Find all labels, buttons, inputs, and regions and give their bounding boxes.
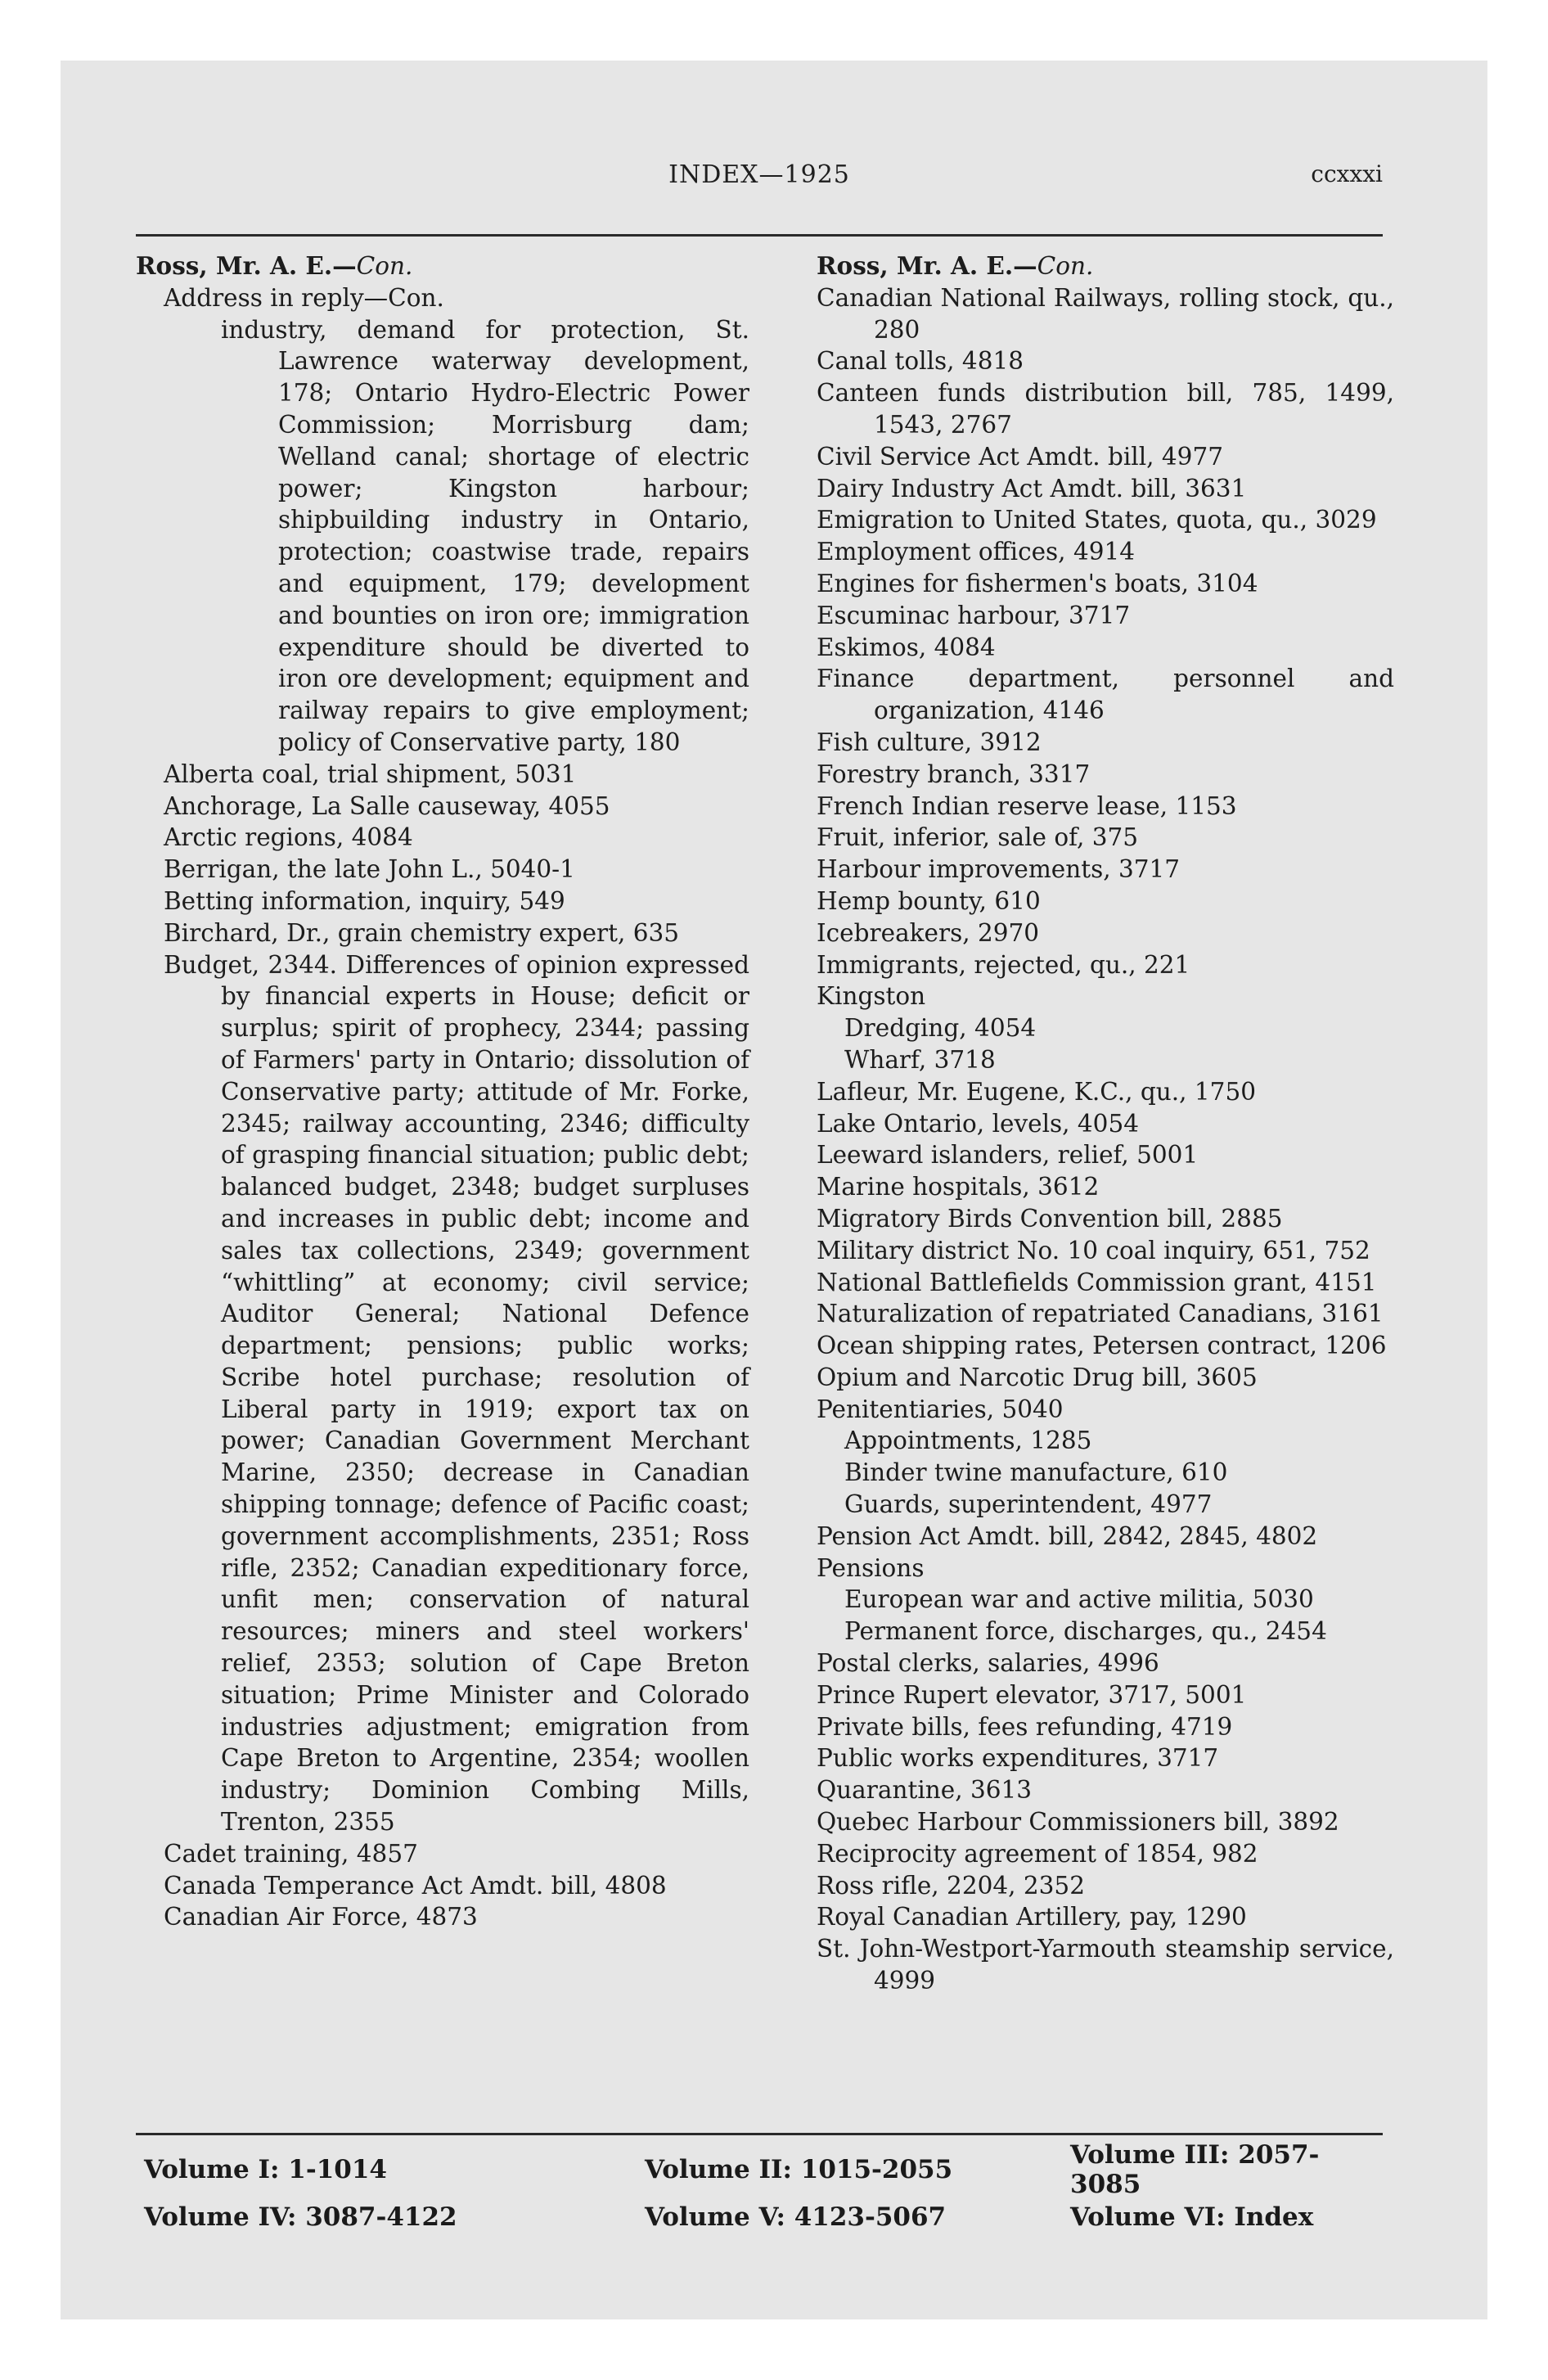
index-entry: Canadian National Railways, rolling stock, qu., 280 xyxy=(817,283,1394,344)
index-entry: Immigrants, rejected, qu., 221 xyxy=(817,950,1190,979)
index-entry: Lake Ontario, levels, 4054 xyxy=(817,1109,1139,1138)
index-entry: Leeward islanders, relief, 5001 xyxy=(817,1141,1199,1170)
index-entry: Civil Service Act Amdt. bill, 4977 xyxy=(817,442,1223,471)
volume-cell: Volume III: 2057-3085 xyxy=(1070,2140,1320,2199)
index-entry: Pensions xyxy=(817,1553,925,1582)
index-subentry: Canadian Air Force, 4873 xyxy=(164,1903,478,1931)
index-entry: Public works expenditures, 3717 xyxy=(817,1744,1219,1773)
volume-cell: Volume I: 1-1014 xyxy=(144,2155,387,2184)
index-subentry: Betting information, inquiry, 549 xyxy=(164,886,565,915)
page-header xyxy=(136,160,1383,206)
index-subentry: Dredging, 4054 xyxy=(844,1014,1037,1043)
index-entry: Marine hospitals, 3612 xyxy=(817,1173,1100,1201)
index-subentry: industry, demand for protection, St. Lawrence waterway development, 178; Ontario Hydro-Electric Power Commission; Morrisburg dam; Welland canal; shortage of electric power; Kingston harbour; shipbuilding industry in Ontario, protection; coastwise trade, repairs and equipment, 179; development and bounties on iron ore; immigration expenditure should be diverted to iron ore development; equipment and railway repairs to give employment; policy of Conservative party, 180 xyxy=(221,315,749,756)
left-column xyxy=(136,250,749,1933)
heading-continued: Con. xyxy=(356,252,413,280)
volume-cell: Volume IV: 3087-4122 xyxy=(144,2202,457,2232)
index-entry: Icebreakers, 2970 xyxy=(817,918,1040,947)
index-subentry: Address in reply—Con. xyxy=(164,283,444,312)
heading-continued: Con. xyxy=(1037,252,1094,280)
index-entry: Hemp bounty, 610 xyxy=(817,886,1041,915)
index-entry: Escuminac harbour, 3717 xyxy=(817,601,1131,629)
index-entry: Forestry branch, 3317 xyxy=(817,760,1091,788)
volume-row xyxy=(144,2140,1383,2199)
index-entry: Postal clerks, salaries, 4996 xyxy=(817,1649,1159,1678)
index-entry: Quarantine, 3613 xyxy=(817,1776,1033,1805)
index-entry: Migratory Birds Convention bill, 2885 xyxy=(817,1204,1283,1233)
index-entry: Employment offices, 4914 xyxy=(817,538,1136,566)
index-entry: Canal tolls, 4818 xyxy=(817,347,1024,376)
index-subentry: Budget, 2344. Differences of opinion expressed by financial experts in House; deficit or surplus; spirit of prophecy, 2344; passing of Farmers' party in Ontario; dissolution of Conservative party; attitude of Mr. Forke, 2345; railway accounting, 2346; difficulty of grasping financial situation; public debt; balanced budget, 2348; budget surpluses and increases in public debt; income and sales tax collections, 2349; government “whittling” at economy; civil service; Auditor General; National Defence department; pensions; public works; Scribe hotel purchase; resolution of Liberal party in 1919; export tax on power; Canadian Government Merchant Marine, 2350; decrease in Canadian shipping tonnage; defence of Pacific coast; government accomplishments, 2351; Ross rifle, 2352; Canadian expeditionary force, unfit men; conservation of natural resources; miners and steel workers' relief, 2353; solution of Cape Breton situation; Prime Minister and Colorado industries adjustment; emigration from Cape Breton to Argentine, 2354; woollen industry; Dominion Combing Mills, Trenton, 2355 xyxy=(164,950,749,1837)
index-subentry: Wharf, 3718 xyxy=(844,1045,996,1074)
index-entry: Kingston xyxy=(817,982,926,1011)
header-rule xyxy=(136,234,1383,237)
volume-row xyxy=(144,2199,1383,2234)
index-entry: Dairy Industry Act Amdt. bill, 3631 xyxy=(817,474,1247,503)
index-subentry: Arctic regions, 4084 xyxy=(164,823,413,852)
index-subentry: Permanent force, discharges, qu., 2454 xyxy=(844,1617,1327,1646)
index-entry: Pension Act Amdt. bill, 2842, 2845, 4802 xyxy=(817,1521,1318,1550)
volume-cell: Volume V: 4123-5067 xyxy=(645,2202,947,2232)
index-entry: Ross rifle, 2204, 2352 xyxy=(817,1871,1085,1900)
index-entry: Finance department, personnel and organization, 4146 xyxy=(817,665,1394,725)
index-entry: Harbour improvements, 3717 xyxy=(817,855,1181,884)
index-subentry: Anchorage, La Salle causeway, 4055 xyxy=(164,791,610,820)
volume-cell: Volume II: 1015-2055 xyxy=(645,2155,953,2184)
index-entry: Fruit, inferior, sale of, 375 xyxy=(817,823,1139,852)
index-entry: Quebec Harbour Commissioners bill, 3892 xyxy=(817,1808,1339,1837)
index-subentry: Berrigan, the late John L., 5040-1 xyxy=(164,855,575,884)
index-entries xyxy=(817,282,1394,1997)
index-entry: Reciprocity agreement of 1854, 982 xyxy=(817,1839,1258,1868)
index-subentry: European war and active militia, 5030 xyxy=(844,1585,1314,1614)
heading-name: Ross, Mr. A. E.— xyxy=(136,251,357,280)
index-subentry: Appointments, 1285 xyxy=(844,1427,1092,1455)
heading-name: Ross, Mr. A. E.— xyxy=(817,251,1037,280)
index-entry: Canteen funds distribution bill, 785, 1499, 1543, 2767 xyxy=(817,379,1394,439)
index-subentry: Cadet training, 4857 xyxy=(164,1839,418,1868)
index-entry: Military district No. 10 coal inquiry, 651, 752 xyxy=(817,1236,1370,1264)
index-entry: Private bills, fees refunding, 4719 xyxy=(817,1712,1233,1741)
index-subentry: Alberta coal, trial shipment, 5031 xyxy=(164,760,577,788)
index-entry: National Battlefields Commission grant, 4151 xyxy=(817,1268,1377,1296)
index-entry: Lafleur, Mr. Eugene, K.C., qu., 1750 xyxy=(817,1077,1256,1106)
index-entry: Royal Canadian Artillery, pay, 1290 xyxy=(817,1903,1247,1931)
index-subentry: Binder twine manufacture, 610 xyxy=(844,1458,1228,1487)
right-column xyxy=(817,250,1394,1997)
index-entry: Fish culture, 3912 xyxy=(817,728,1042,756)
index-entry: Naturalization of repatriated Canadians, 3161 xyxy=(817,1300,1384,1328)
index-subentry: Canada Temperance Act Amdt. bill, 4808 xyxy=(164,1871,667,1900)
index-entry: Penitentiaries, 5040 xyxy=(817,1395,1064,1423)
index-entry: Emigration to United States, quota, qu., 3029 xyxy=(817,506,1377,534)
index-entry: French Indian reserve lease, 1153 xyxy=(817,791,1237,820)
index-entry: St. John-Westport-Yarmouth steamship service, 4999 xyxy=(817,1935,1394,1995)
index-entries xyxy=(136,282,749,1933)
footer-rule xyxy=(136,2133,1383,2135)
index-subentry: Guards, superintendent, 4977 xyxy=(844,1490,1213,1519)
volume-table xyxy=(144,2140,1383,2234)
index-entry: Opium and Narcotic Drug bill, 3605 xyxy=(817,1363,1258,1391)
index-entry: Engines for fishermen's boats, 3104 xyxy=(817,569,1258,597)
index-entry: Eskimos, 4084 xyxy=(817,633,996,661)
column-heading xyxy=(136,250,749,282)
index-entry: Ocean shipping rates, Petersen contract, 1206 xyxy=(817,1332,1387,1360)
column-heading xyxy=(817,250,1394,282)
index-subentry: Birchard, Dr., grain chemistry expert, 635 xyxy=(164,918,680,947)
volume-cell: Volume VI: Index xyxy=(1070,2202,1314,2232)
page-title: INDEX—1925 xyxy=(668,160,850,189)
index-entry: Prince Rupert elevator, 3717, 5001 xyxy=(817,1680,1247,1709)
page-number: ccxxxi xyxy=(1311,160,1383,187)
